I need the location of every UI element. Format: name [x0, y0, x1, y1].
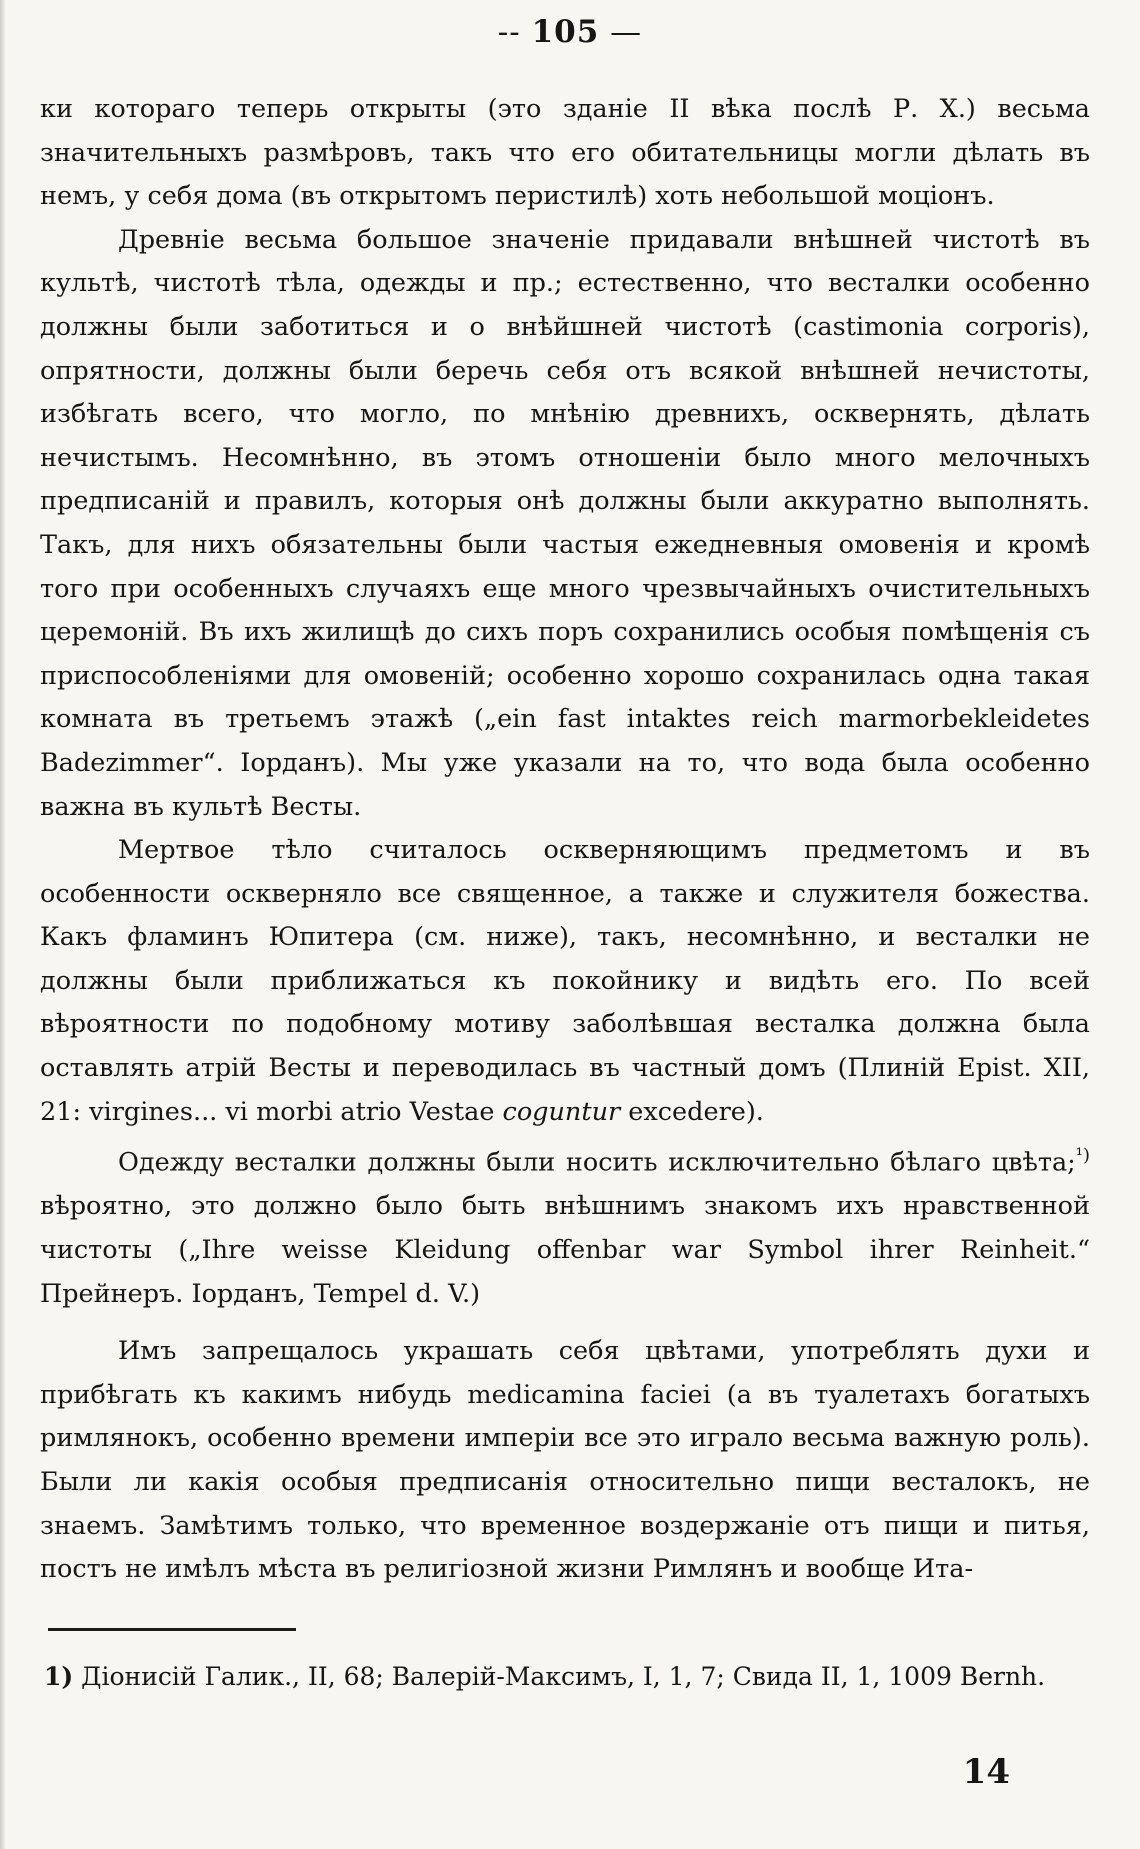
page-header	[0, 14, 1140, 50]
footnote-divider	[48, 1628, 296, 1631]
paragraph-prohibitions: Имъ запрещалось украшать себя цвѣтами, употреблять духи и прибѣгать къ какимъ нибудь medicamina faciei (а въ туалетахъ богатыхъ римлянокъ, особенно времени имперіи все это играло весьма важную роль). Были ли какія особыя предписанія относительно пищи весталокъ, не знаемъ. Замѣтимъ только, что временное воздержаніе отъ пищи и питья, постъ не имѣлъ мѣста въ религіозной жизни Римлянъ и вообще Ита-	[40, 1336, 1090, 1585]
paragraph-continuation: ки котораго теперь открыты (это зданіе II вѣка послѣ Р. Х.) весьма значительныхъ размѣровъ, такъ что его обитательницы могли дѣлать въ немъ, у себя дома (въ открытомъ перистилѣ) хоть небольшой моціонъ.	[40, 94, 1090, 212]
footnote-text: Діонисій Галик., II, 68; Валерій-Максимъ, I, 1, 7; Свида II, 1, 1009 Bernh.	[73, 1662, 1046, 1691]
body-text	[40, 88, 1090, 1592]
paragraph-clothing	[40, 1134, 1090, 1316]
page-number: 105	[531, 14, 600, 50]
footnote	[44, 1656, 1087, 1698]
paragraph-dead-body	[40, 829, 1090, 1134]
paragraph-clothing-end: вѣроятно, это должно было быть внѣшнимъ знакомъ ихъ нравственной чистоты („Ihre weisse Kleidung offenbar war Symbol ihrer Reinheit.“ Прейнеръ. Іорданъ, Tempel d. V.)	[40, 1191, 1090, 1309]
header-dash-left: --	[497, 14, 532, 50]
scan-edge-shadow	[0, 0, 6, 1849]
signature-mark: 14	[962, 1752, 1010, 1792]
paragraph-dead-body-end: excedere).	[620, 1096, 764, 1127]
paragraph-clothing-text: Одежду весталки должны были носить исключительно бѣлаго цвѣта;	[118, 1147, 1076, 1178]
header-dash-right: —	[599, 14, 643, 50]
footnote-marker: 1)	[44, 1662, 74, 1691]
paragraph-dead-body-text: Мертвое тѣло считалось оскверняющимъ предметомъ и въ особенности оскверняло все священное, а также и служителя божества. Какъ фламинъ Юпитера (см. ниже), такъ, несомнѣнно, и весталки не должны были приближаться къ покойнику и видѣть его. По всей вѣроятности по подобному мотиву заболѣвшая весталка должна была оставлять атрій Весты и переводилась въ частный домъ (Плиній Epist. XII, 21: virgines... vi morbi atrio Vestae	[40, 835, 1090, 1127]
paragraph-dead-body-italic: coguntur	[502, 1096, 621, 1127]
footnote-reference[interactable]: ¹)	[1075, 1145, 1090, 1167]
paragraph-purity: Древніе весьма большое значеніе придавали внѣшней чистотѣ въ культѣ, чистотѣ тѣла, одежды и пр.; естественно, что весталки особенно должны были заботиться и о внѣйшней чистотѣ (castimonia corporis), опрятности, должны были беречь себя отъ всякой внѣшней нечистоты, избѣгать всего, что могло, по мнѣнію древнихъ, осквернять, дѣлать нечистымъ. Несомнѣнно, въ этомъ отношеніи было много мелочныхъ предписаній и правилъ, которыя онѣ должны были аккуратно выполнять. Такъ, для нихъ обязательны были частыя ежедневныя омовенія и кромѣ того при особенныхъ случаяхъ еще много чрезвычайныхъ очистительныхъ церемоній. Въ ихъ жилищѣ до сихъ поръ сохранились особыя помѣщенія съ приспособленіями для омовеній; особенно хорошо сохранилась одна такая комната въ третьемъ этажѣ („ein fast intaktes reich marmorbekleidetes Badezimmer“. Іорданъ). Мы уже указали на то, что вода была особенно важна въ культѣ Весты.	[40, 224, 1090, 822]
